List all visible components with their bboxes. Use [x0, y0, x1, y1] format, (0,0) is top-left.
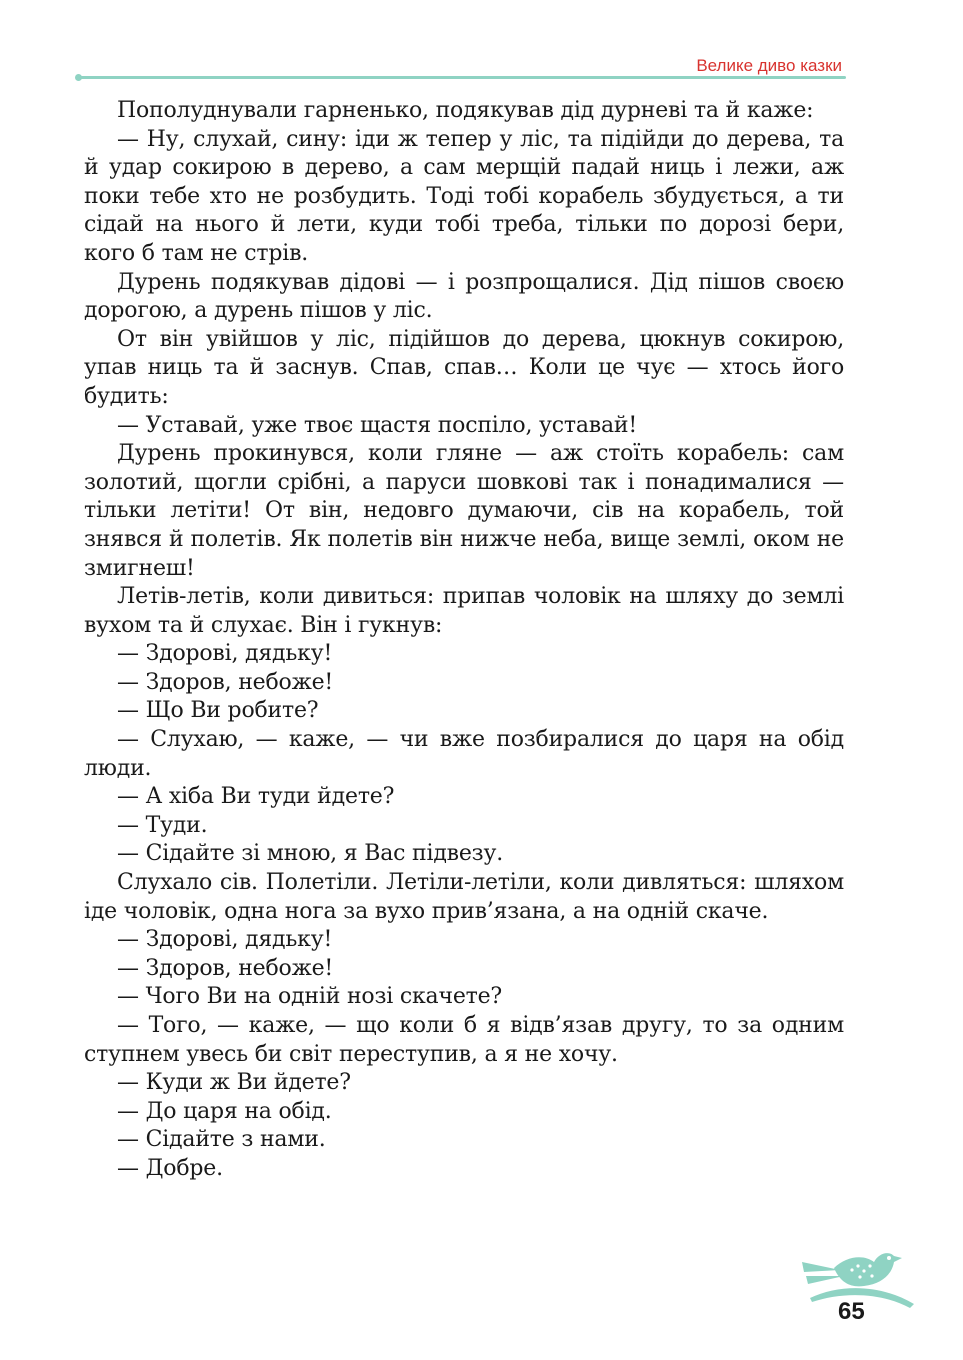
paragraph: Летів-летів, коли дивиться: припав чоловік на шляху до землі вухом та й слухає. Він і гукнув: — [84, 584, 844, 638]
paragraph: — Сідайте зі мною, я Вас підвезу. — [117, 841, 504, 867]
paragraph: — Сідайте з нами. — [117, 1127, 326, 1153]
paragraph: — Ну, слухай, сину: іди ж тепер у ліс, та підійди до дерева, та й удар сокирою в дерево, а сам мерщій падай ниць і лежи, аж поки тебе хто не розбудить. Тоді тобі корабель збудується, а ти сідай на нього й лети, куди тобі треба, тільки по дорозі бери, кого б там не стрів. — [84, 126, 844, 266]
header-divider — [79, 76, 846, 79]
paragraph: Дурень подякував дідові — і розпрощалися. Дід пішов своєю дорогою, а дурень пішов у ліс. — [84, 269, 844, 324]
paragraph: — Чого Ви на одній нозі скачете? — [117, 984, 503, 1010]
paragraph: — До царя на обід. — [117, 1098, 332, 1124]
paragraph: — Туди. — [117, 812, 208, 838]
story-text — [84, 97, 844, 1184]
paragraph: — Здорові, дядьку! — [117, 927, 333, 953]
paragraph: — Здорові, дядьку! — [117, 641, 333, 667]
paragraph: — Слухаю, — каже, — чи вже позбиралися до царя на обід люди. — [84, 727, 844, 781]
section-title: Велике диво казки — [696, 56, 842, 75]
paragraph: — Здоров, небоже! — [117, 955, 334, 981]
paragraph: — Добре. — [117, 1155, 223, 1181]
paragraph: Слухало сів. Полетіли. Летіли-летіли, коли дивляться: шляхом іде чоловік, одна нога за вухо прив’язана, а на одній скаче. — [84, 870, 844, 924]
paragraph: От він увійшов у ліс, підійшов до дерева, цюкнув сокирою, упав ниць та й заснув. Спав, спав… Коли це чує — хтось його будить: — [84, 326, 844, 409]
page-number: 65 — [838, 1298, 865, 1325]
paragraph: Пополуднували гарненько, подякував дід дурневі та й каже: — [117, 98, 814, 123]
paragraph: — Здоров, небоже! — [117, 669, 334, 695]
paragraph: Дурень прокинувся, коли гляне — аж стоїть корабель: сам золотий, щогли срібні, а паруси шовкові так і понадималися — тільки летіти! От він, недовго думаючи, сів на корабель, той знявся й полетів. Як полетів він нижче неба, вище землі, оком не змигнеш! — [84, 441, 844, 581]
paragraph: — Того, — каже, — що коли б я відв’язав другу, то за одним ступнем увесь би світ переступив, а я не хочу. — [84, 1013, 844, 1067]
paragraph: — А хіба Ви туди йдете? — [117, 784, 395, 810]
paragraph: — Уставай, уже твоє щастя поспіло, уставай! — [117, 412, 637, 438]
paragraph: — Що Ви робите? — [117, 698, 319, 724]
paragraph: — Куди ж Ви йдете? — [117, 1070, 351, 1096]
